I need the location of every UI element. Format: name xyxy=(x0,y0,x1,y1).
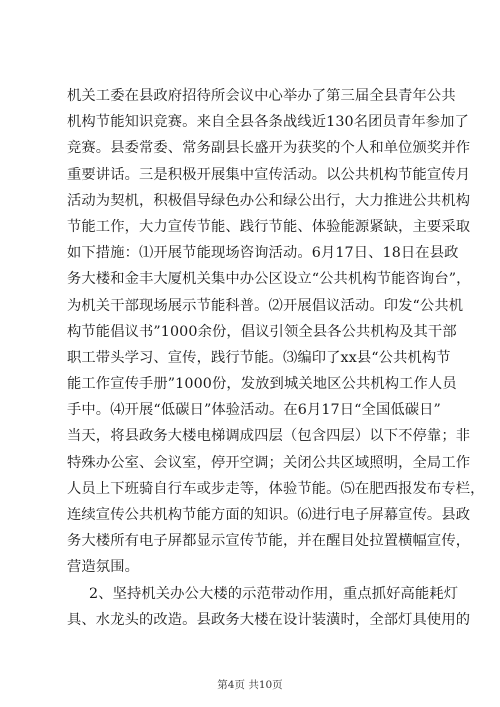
text-line: 如下措施：⑴开展节能现场咨询活动。6月17日、18日在县政 xyxy=(67,245,459,262)
text-line: 特殊办公室、会议室，停开空调；关闭公共区域照明，全局工作 xyxy=(67,454,471,471)
text-line: 手中。⑷开展“低碳日”体验活动。在6月17日“全国低碳日” xyxy=(67,402,441,419)
text-line: 当天，将县政务大楼电梯调成四层（包含四层）以下不停靠；非 xyxy=(67,428,471,445)
page-footer: 第4页 共10页 xyxy=(217,679,283,691)
text-line: 务大楼所有电子屏都显示宣传节能，并在醒目处拉置横幅宣传， xyxy=(67,533,471,550)
text-line: 机关工委在县政府招待所会议中心举办了第三届全县青年公共 xyxy=(67,88,456,104)
text-line: 营造氛围。 xyxy=(67,559,139,576)
text-line: 为机关干部现场展示节能科普。⑵开展倡议活动。印发“公共机 xyxy=(67,297,464,314)
text-line: 能工作宣传手册”1000份，发放到城关地区公共机构工作人员 xyxy=(67,376,457,393)
text-line: 2、坚持机关办公大楼的示范带动作用，重点抓好高能耗灯 xyxy=(89,585,459,602)
text-line: 活动为契机，积极倡导绿色办公和绿公出行，大力推进公共机构 xyxy=(67,192,471,209)
text-line: 重要讲话。三是积极开展集中宣传活动。以公共机构节能宣传月 xyxy=(67,166,471,183)
text-line: 节能工作，大力宣传节能、践行节能、体验能源紧缺，主要采取 xyxy=(67,218,471,235)
text-line: 构节能倡议书”1000余份，倡议引领全县各公共机构及其干部 xyxy=(67,323,457,340)
text-line: 机构节能知识竞赛。来自全县各条战线近130名团员青年参加了 xyxy=(67,114,469,131)
text-line: 具、水龙头的改造。县政务大楼在设计装潢时，全部灯具使用的 xyxy=(67,611,471,628)
text-line: 竞赛。县委常委、常务副县长盛开为获奖的个人和单位颁奖并作 xyxy=(67,140,471,157)
text-line: 职工带头学习、宣传，践行节能。⑶编印了xx县“公共机构节 xyxy=(67,349,451,366)
body-text xyxy=(67,83,485,633)
text-line: 人员上下班骑自行车或步走等，体验节能。⑸在肥西报发布专栏， xyxy=(67,480,485,497)
text-line: 务大楼和金丰大厦机关集中办公区设立“公共机构节能咨询台”， xyxy=(67,271,471,288)
text-line: 连续宣传公共机构节能方面的知识。⑹进行电子屏幕宣传。县政 xyxy=(67,507,471,523)
